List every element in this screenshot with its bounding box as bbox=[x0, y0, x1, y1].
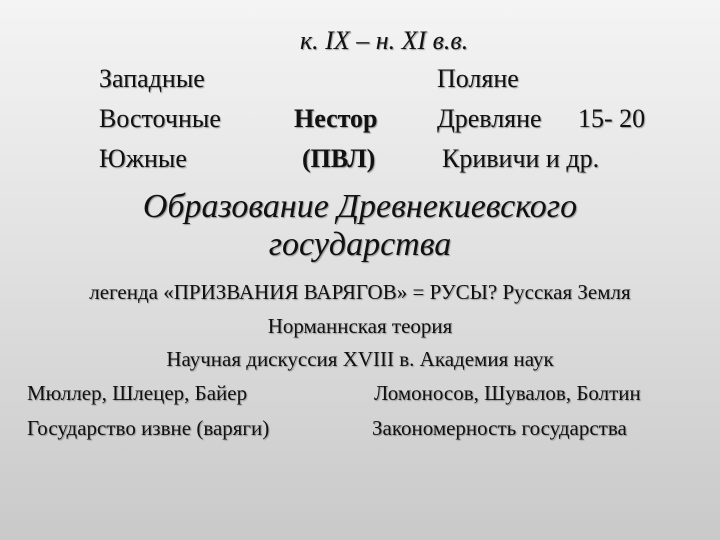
antinormanists-names: Ломоносов, Шувалов, Болтин bbox=[374, 381, 641, 405]
normanists-names: Мюллер, Шлецер, Байер bbox=[27, 381, 248, 405]
antinormanists-thesis: Закономерность государства bbox=[372, 416, 627, 440]
period-title: к. IX – н. XI в.в. bbox=[300, 26, 469, 55]
chronicle-author: Нестор bbox=[294, 104, 378, 133]
slide-heading-line2: государства bbox=[268, 226, 452, 263]
norman-theory-line: Норманнская теория bbox=[267, 314, 453, 338]
discussion-line: Научная дискуссия XVIII в. Академия наук bbox=[166, 347, 554, 371]
chronicle-title: (ПВЛ) bbox=[302, 144, 376, 173]
tribe-polyane: Поляне bbox=[437, 64, 519, 93]
tribe-krivichi: Кривичи и др. bbox=[442, 144, 600, 173]
legend-line: легенда «ПРИЗВАНИЯ ВАРЯГОВ» = РУСЫ? Русская Земля bbox=[89, 280, 631, 304]
normanists-thesis: Государство извне (варяги) bbox=[27, 416, 270, 440]
slide-heading-line1: Образование Древнекиевского bbox=[142, 188, 578, 225]
slavs-group-western: Западные bbox=[99, 64, 205, 93]
tribes-count: 15- 20 bbox=[578, 104, 646, 133]
slavs-group-eastern: Восточные bbox=[99, 104, 221, 133]
slavs-group-southern: Южные bbox=[99, 144, 187, 173]
tribe-drevlyane: Древляне bbox=[437, 104, 542, 133]
